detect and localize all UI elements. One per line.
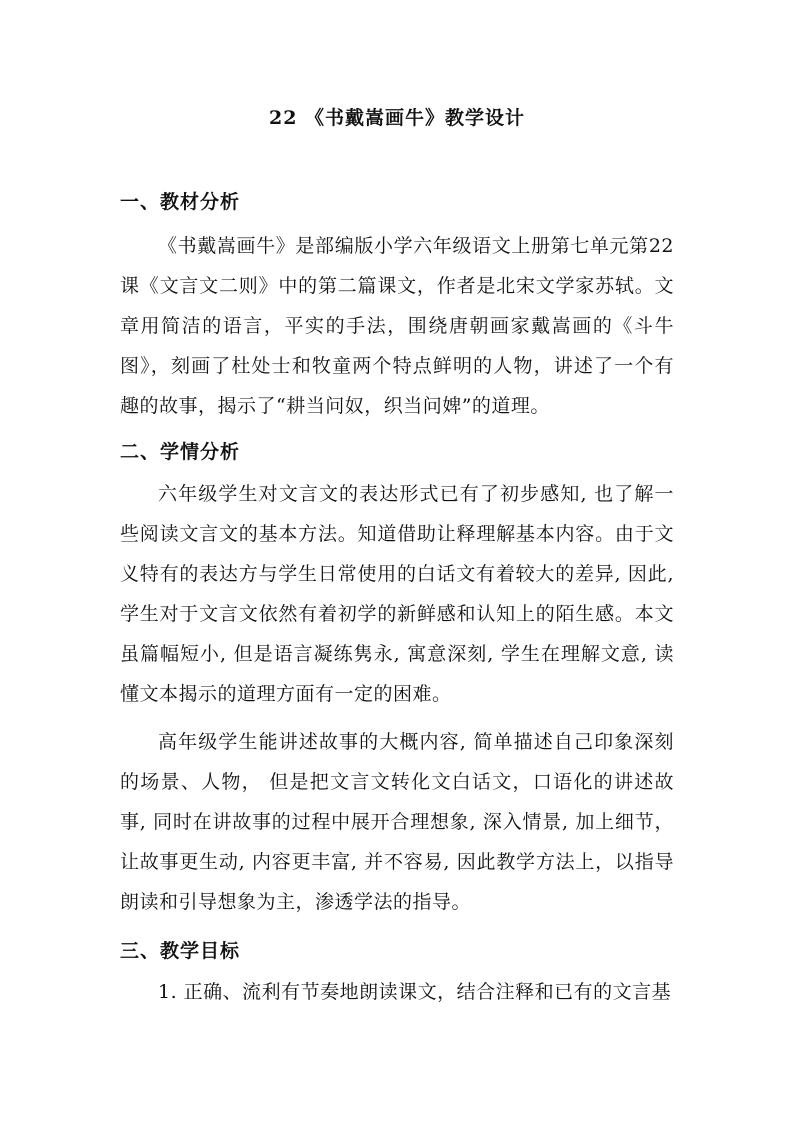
document-title: 22 《书戴嵩画牛》教学设计 <box>268 107 526 129</box>
section-heading-teaching-goals: 三、教学目标 <box>120 940 241 962</box>
section-heading-textbook-analysis: 一、教材分析 <box>120 191 241 213</box>
section-heading-learner-analysis: 二、学情分析 <box>120 441 241 463</box>
paragraph-learner-analysis-1: 六年级学生对文言文的表达形式已有了初步感知, 也了解一些阅读文言文的基本方法。知道借助让释理解基本内容。由于文义特有的表达方与学生日常使用的白话文有着较大的差异, 因此, 学生对于文言文依然有着初学的新鲜感和认知上的陌生感。本文虽篇幅短小, 但是语言凝练隽永, 寓意深刻, 学生在理解文意, 读懂文本揭示的道理方面有一定的困难。 <box>120 483 674 705</box>
paragraph-textbook-analysis: 《书戴嵩画牛》是部编版小学六年级语文上册第七单元第22课《文言文二则》中的第二篇课文，作者是北宋文学家苏轼。文章用简洁的语言，平实的手法，围绕唐朝画家戴嵩画的《斗牛图》，刻画了杜处士和牧童两个特点鲜明的人物，讲述了一个有趣的故事，揭示了“耕当问奴，织当问婢”的道理。 <box>120 235 674 417</box>
teaching-goal-item-1: 1. 正确、流利有节奏地朗读课文，结合注释和已有的文言基 <box>158 981 672 1003</box>
paragraph-learner-analysis-2: 高年级学生能讲述故事的大概内容, 简单描述自己印象深刻的场景、人物， 但是把文言文转化文白话文，口语化的讲述故事, 同时在讲故事的过程中展开合理想象, 深入情景, 加上细节，让故事更生动, 内容更丰富, 并不容易, 因此教学方法上，以指导朗读和引导想象为主，渗透学法的指导。 <box>120 731 674 913</box>
